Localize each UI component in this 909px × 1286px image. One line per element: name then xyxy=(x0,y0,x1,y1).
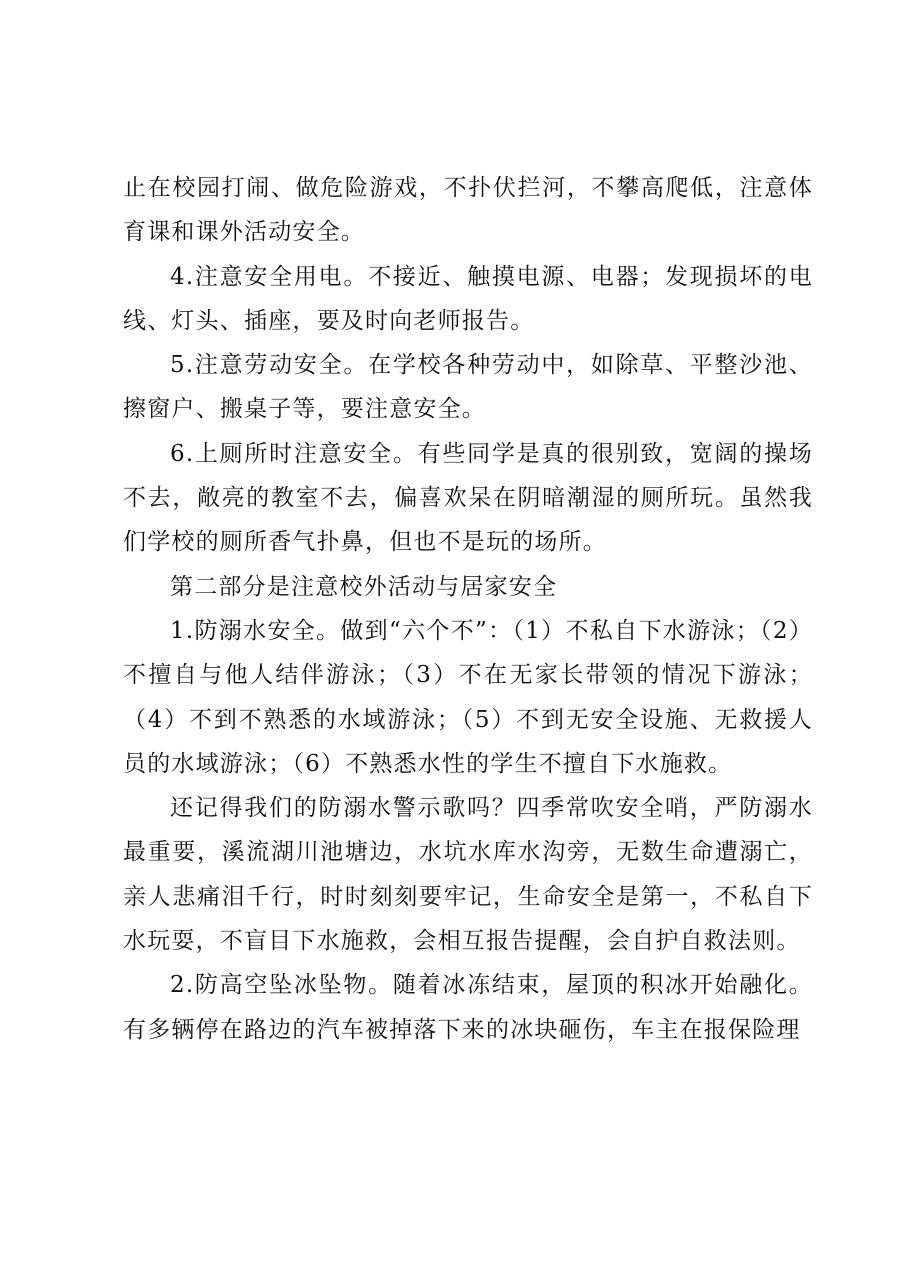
paragraph-restroom-safety: 6.上厕所时注意安全。有些同学是真的很别致，宽阔的操场不去，敞亮的教室不去，偏喜欢呆在阴暗潮湿的厕所玩。虽然我们学校的厕所香气扑鼻，但也不是玩的场所。 xyxy=(123,440,813,556)
paragraph-falling-ice: 2.防高空坠冰坠物。随着冰冻结束，屋顶的积冰开始融化。有多辆停在路边的汽车被掉落下来的冰块砸伤，车主在报保险理 xyxy=(123,972,813,1043)
section-heading-part-two: 第二部分是注意校外活动与居家安全 xyxy=(170,573,558,600)
paragraph-continuation: 止在校园打闹、做危险游戏，不扑伏拦河，不攀高爬低，注意体育课和课外活动安全。 xyxy=(123,175,813,246)
paragraph-electricity-safety: 4.注意安全用电。不接近、触摸电源、电器；发现损坏的电线、灯头、插座，要及时向老师报告。 xyxy=(123,263,813,334)
paragraph-warning-song: 还记得我们的防溺水警示歌吗？四季常吹安全哨，严防溺水最重要，溪流湖川池塘边，水坑水库水沟旁，无数生命遭溺亡，亲人悲痛泪千行，时时刻刻要牢记，生命安全是第一，不私自下水玩耍，不盲目下水施救，会相互报告提醒，会自护自救法则。 xyxy=(123,795,813,955)
paragraph-labor-safety: 5.注意劳动安全。在学校各种劳动中，如除草、平整沙池、擦窗户、搬桌子等，要注意安全。 xyxy=(123,352,813,423)
document-body xyxy=(123,166,813,1052)
paragraph-drowning-prevention: 1.防溺水安全。做到“六个不”：（1）不私自下水游泳；（2）不擅自与他人结伴游泳；（3）不在无家长带领的情况下游泳；（4）不到不熟悉的水域游泳；（5）不到无安全设施、无救援人员的水域游泳；（6）不熟悉水性的学生不擅自下水施救。 xyxy=(123,617,813,777)
